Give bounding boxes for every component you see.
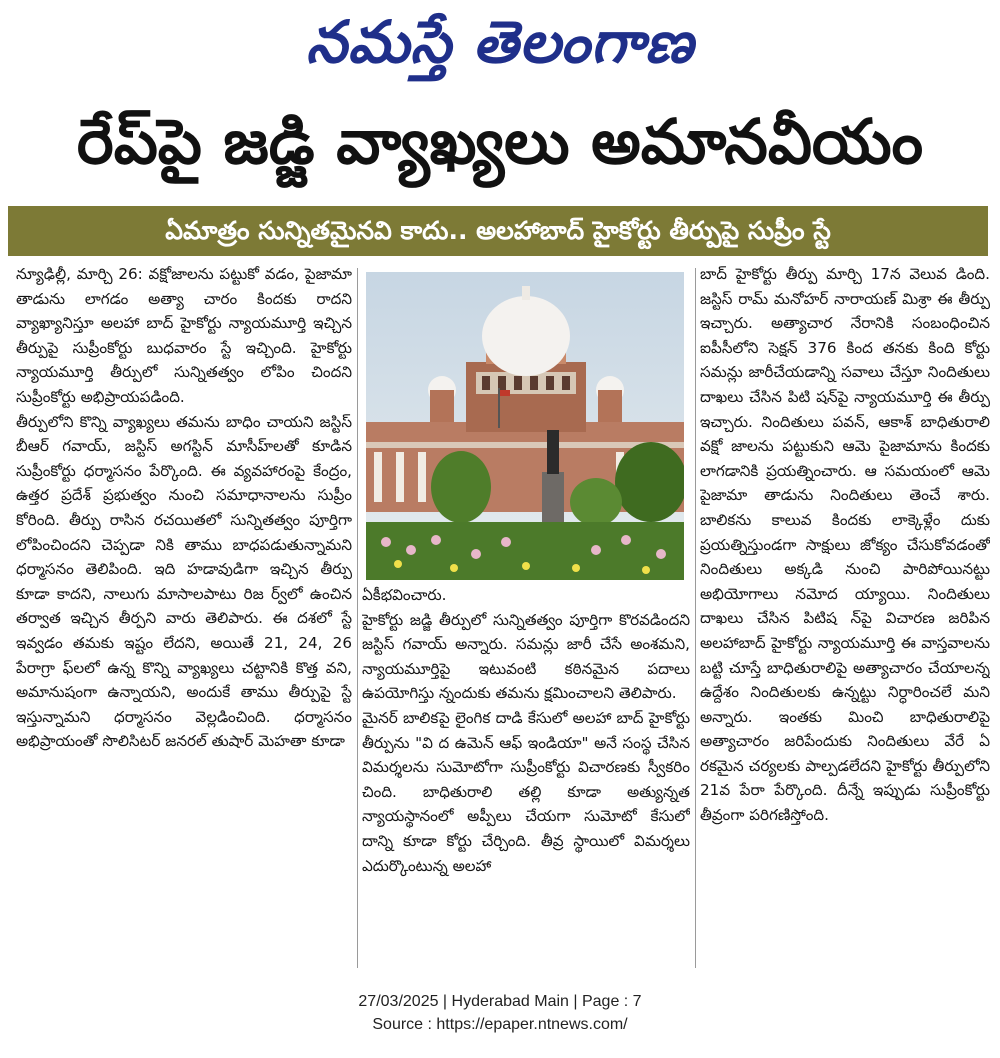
supreme-court-illustration (366, 272, 684, 580)
article-column-2: ఏకీభవించారు. హైకోర్టు జడ్జి తీర్పులో సున్నితత్వం పూర్తిగా కొరవడిందని జస్టిస్ గవాయ్ అన్నారు. సమన్లు జారీ చేసే అంశమని, న్యాయమూర్తిపై ఇటువంటి కఠినమైన పదాలు ఉపయోగిస్తు న్నందుకు తమను క్షమించాలని తెలిపారు. మైనర్ బాలికపై లైంగిక దాడి కేసులో అలహా బాద్ హైకోర్టు తీర్పును "వి ద ఉమెన్ ఆఫ్ ఇండియా" అనే సంస్థ చేసిన విమర్శలను సుమోటోగా సుప్రీంకోర్టు విచారణకు స్వీకరిం చింది. బాధితురాలి తల్లి కూడా అత్యున్నత న్యాయస్థానంలో అప్పీలు చేయగా సుమోటో కేసులో దాన్ని కూడా కోర్టు చేర్చింది. తీవ్ర స్థాయిలో విమర్శలు ఎదుర్కొంటున్న అలహా (362, 586, 690, 875)
article-column-1: న్యూఢిల్లీ, మార్చి 26: వక్షోజాలను పట్టుకో వడం, పైజామా తాడును లాగడం అత్యా చారం కిందకు రాదని వ్యాఖ్యానిస్తూ అలహా బాద్ హైకోర్టు న్యాయమూర్తి ఇచ్చిన తీర్పుపై సుప్రీంకోర్టు బుధవారం స్టే ఇచ్చింది. హైకోర్టు న్యాయమూర్తి తీర్పులో సున్నితత్వం లోపిం చిందని సుప్రీంకోర్టు అభిప్రాయపడింది. తీర్పులోని కొన్ని వ్యాఖ్యలు తమను బాధిం చాయని జస్టిస్ బీఆర్ గవాయ్, జస్టిస్ అగస్టిన్ మాసీహ్‌లతో కూడిన సుప్రీంకోర్టు ధర్మాసనం పేర్కొంది. ఈ వ్యవహారంపై కేంద్రం, ఉత్తర ప్రదేశ్ ప్రభుత్వం నుంచి సమాధానాలను సుప్రీం కోరింది. తీర్పు రాసిన రచయితలో సున్నితత్వం పూర్తిగా లోపించిందని చెప్పడా నికి తాము బాధపడుతున్నామని ధర్మాసనం తెలిపింది. ఇది హడావుడిగా ఇచ్చిన తీర్పు కూడా కాదని, నాలుగు మాసాలపాటు రిజ ర్వ్‌లో ఉంచిన తర్వాత ఇచ్చిన తీర్పని వారు తెలిపారు. ఈ దశలో స్టే ఇవ్వడం తమకు ఇష్టం లేదని, అయితే 21, 24, 26 పేరాగ్రా ఫ్‌లలో ఉన్న కొన్ని వ్యాఖ్యలు చట్టానికి కొత్త వని, అమానుషంగా ఉన్నాయని, అందుకే తాము తీర్పుపై స్టే ఇస్తున్నామని ధర్మాసనం వెల్లడించింది. ధర్మాసనం అభిప్రాయంతో సొలిసిటర్ జనరల్ తుషార్ మెహతా కూడా (16, 265, 352, 751)
article-column-3: బాద్ హైకోర్టు తీర్పు మార్చి 17న వెలువ డింది. జస్టిస్ రామ్ మనోహర్ నారాయణ్ మిశ్రా ఈ తీర్పు ఇచ్చారు. అత్యాచార నేరానికి సంబంధించిన ఐపీసీలోని సెక్షన్ 376 కింద తనకు కింది కోర్టు సమన్లు జారీచేయడాన్ని సవాలు చేస్తూ నిందితులు దాఖలు చేసిన పిటి షన్‌పై న్యాయమూర్తి ఈ తీర్పు ఇచ్చారు. నిందితులు పవన్, ఆకాశ్ బాధితురాలి వక్షో జాలను పట్టుకుని ఆమె పైజామాను కిందకు లాగడానికి ప్రయత్నించారు. ఆ సమయంలో ఆమె పైజామా తాడును నిందితులు తెంచే శారు. బాలికను కాలువ కిందకు లాక్కెళ్లేం దుకు ప్రయత్నిస్తుండగా సాక్షులు జోక్యం చేసుకోవడంతో నిందితులు అక్కడి నుంచి పారిపోయినట్టు అభియోగాలు నమోద య్యాయి. నిందితులు దాఖలు చేసిన పిటిష న్‌పై విచారణ జరిపిన అలహాబాద్ హైకోర్టు న్యాయమూర్తి ఈ వాస్తవాలను బట్టి చూస్తే బాధితురాలిపై అత్యాచారం చేయాలన్న ఉద్దేశం నిందితులకు ఉన్నట్టు నిర్ధారించలే మని అన్నారు. ఇంతకు మించి బాధితురాలిపై అత్యాచారం జరిపేందుకు నిందితులు వేరే ఏ రకమైన చర్యలకు పాల్పడలేదని హైకోర్టు తీర్పులోని 21వ పేరా పేర్కొంది. దీన్నే ఇప్పుడు సుప్రీంకోర్టు తీవ్రంగా పరిగణిస్తోంది. (700, 265, 990, 825)
newspaper-masthead (0, 0, 1000, 85)
page-footer (0, 990, 1000, 1036)
column-divider (357, 268, 358, 968)
masthead-title: నమస్తే తెలంగాణ (306, 8, 694, 76)
supreme-court-photo (366, 272, 684, 580)
footer-edition-info: 27/03/2025 | Hyderabad Main | Page : 7 (358, 993, 642, 1010)
article-headline: రేప్‌పై జడ్జి వ్యాఖ్యలు అమానవీయం (76, 105, 924, 178)
column-divider (695, 268, 696, 968)
footer-source-link[interactable]: Source : https://epaper.ntnews.com/ (372, 1016, 628, 1033)
article-subheadline: ఏమాత్రం సున్నితమైనవి కాదు.. అలహాబాద్ హైకోర్టు తీర్పుపై సుప్రీం స్టే (8, 206, 988, 256)
